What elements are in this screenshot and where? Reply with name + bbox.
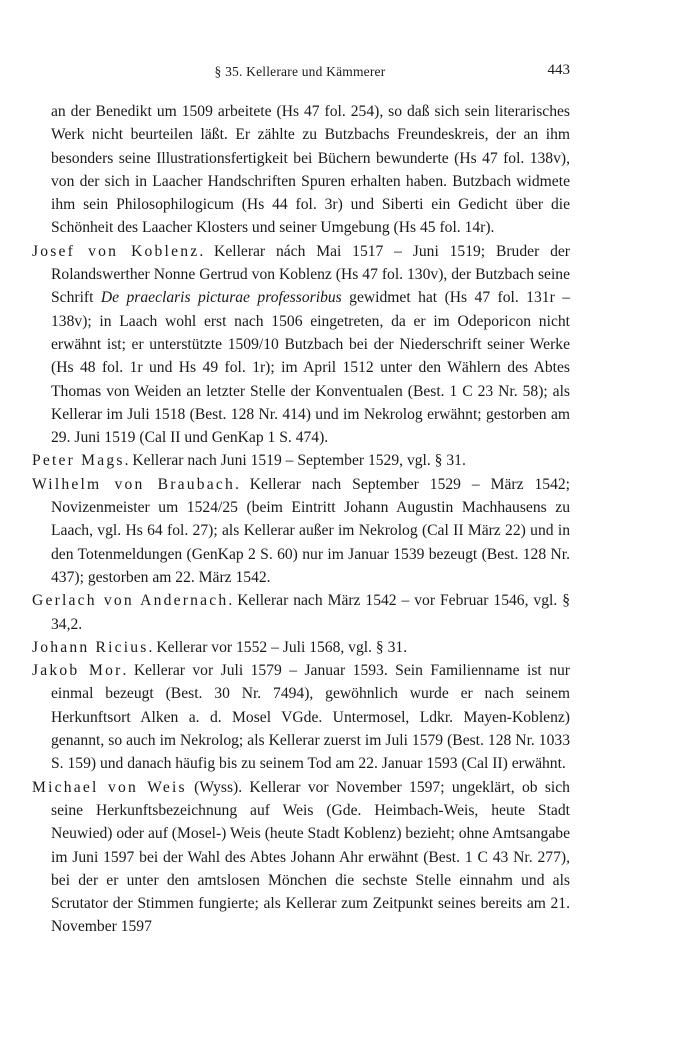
entry-name: Josef von Koblenz bbox=[32, 242, 200, 260]
entry-name: Gerlach von Andernach bbox=[32, 592, 229, 610]
entry-wilhelm-von-braubach bbox=[32, 473, 570, 589]
entry-italic-title: De praeclaris picturae professoribus bbox=[100, 289, 342, 307]
entry-text: (Wyss). Kellerar vor November 1597; ungeklärt, ob sich seine Herkunftsbezeichnung auf Weis (Gde. Heimbach-Weis, heute Stadt Neuwied) oder auf (Mosel-) Weis (heute Stadt Koblenz) bezieht; ohne Amtsangabe im Juni 1597 bei der Wahl des Abtes Johann Ahr erwähnt (Best. 1 C 43 Nr. 277), bei der er unter den amtslosen Mönchen die sechste Stelle einnahm und als Scrutator der Stimmen fungierte; als Kellerar zum Zeitpunkt seines bereits am 21. November 1597 bbox=[51, 778, 570, 936]
entry-text: . Kellerar nach Juni 1519 – September 1529, vgl. § 31. bbox=[124, 452, 466, 470]
entry-name: Wilhelm von Braubach bbox=[32, 475, 235, 493]
page-body bbox=[32, 100, 570, 939]
entry-name: Michael von Weis bbox=[32, 778, 187, 796]
page-number: 443 bbox=[547, 62, 570, 78]
entry-jakob-mor bbox=[32, 659, 570, 775]
entry-name: Johann Ricius bbox=[32, 638, 149, 656]
continuation-paragraph: an der Benedikt um 1509 arbeitete (Hs 47 fol. 254), so daß sich sein literarisches Werk nicht beurteilen läßt. Er zählte zu Butzbachs Freundeskreis, der an ihm besonders seine Illustrationsfertigkeit bei Büchern bewunderte (Hs 47 fol. 138v), von der sich in Laacher Handschriften Spuren erhalten haben. Butzbach widmete ihm sein Philosophilogicum (Hs 44 fol. 3r) und Siberti ein Gedicht über die Schönheit des Laacher Klosters und seiner Umgebung (Hs 45 fol. 14r). bbox=[51, 103, 570, 237]
entry-michael-von-weis bbox=[32, 776, 570, 939]
entry-text: . Kellerar vor Juli 1579 – Januar 1593. Sein Familienname ist nur einmal bezeugt (Best. 30 Nr. 7494), gewöhnlich wurde er nach seinem Herkunftsort Alken a. d. Mosel VGde. Untermosel, Ldkr. Mayen-Koblenz) genannt, so auch im Nekrolog; als Kellerar zuerst im Juli 1579 (Best. 128 Nr. 1033 S. 159) und danach häufig bis zu seinem Tod am 22. Januar 1593 (Cal II) erwähnt. bbox=[51, 662, 570, 773]
entry-text: . Kellerar nach März 1542 – vor Februar 1546, vgl. § 34,2. bbox=[51, 592, 570, 633]
entry-text: . Kellerar nách Mai 1517 – Juni 1519; Bruder der Rolandswerther Nonne Gertrud von Koblenz (Hs 47 fol. 130v), der Butzbach seine Schrift bbox=[51, 242, 571, 307]
entry-text: . Kellerar vor 1552 – Juli 1568, vgl. § 31. bbox=[148, 638, 408, 656]
entry-text: . Kellerar nach September 1529 – März 1542; Novizenmeister um 1524/25 (beim Eintritt Johann Augustin Machhausens zu Laach, vgl. Hs 64 fol. 27); als Kellerar außer im Nekrolog (Cal II März 22) und in den Totenmeldungen (GenKap 2 S. 60) nur im Januar 1539 bezeugt (Best. 128 Nr. 437); gestorben am 22. März 1542. bbox=[51, 475, 570, 586]
running-title: § 35. Kellerare und Kämmerer bbox=[214, 64, 386, 79]
entry-name: Peter Mags bbox=[32, 452, 125, 470]
entry-name: Jakob Mor bbox=[32, 662, 123, 680]
entry-johann-ricius bbox=[32, 636, 570, 659]
entry-peter-mags bbox=[32, 449, 570, 472]
entry-text: gewidmet hat (Hs 47 fol. 131r – 138v); in Laach wohl erst nach 1506 eingetreten, da er im Odeporicon nicht erwähnt ist; er unterstützte 1509/10 Butzbach bei der Niederschrift seiner Werke (Hs 48 fol. 1r und Hs 49 fol. 1r); im April 1512 unter den Wählern des Abtes Thomas von Weiden an letzter Stelle der Konventualen (Best. 1 C 23 Nr. 58); als Kellerar im Juli 1518 (Best. 128 Nr. 414) und im Nekrolog erwähnt; gestorben am 29. Juni 1519 (Cal II und GenKap 1 S. 474). bbox=[51, 289, 570, 447]
entry-josef-von-koblenz bbox=[32, 240, 570, 450]
entry-gerlach-von-andernach bbox=[32, 589, 570, 636]
